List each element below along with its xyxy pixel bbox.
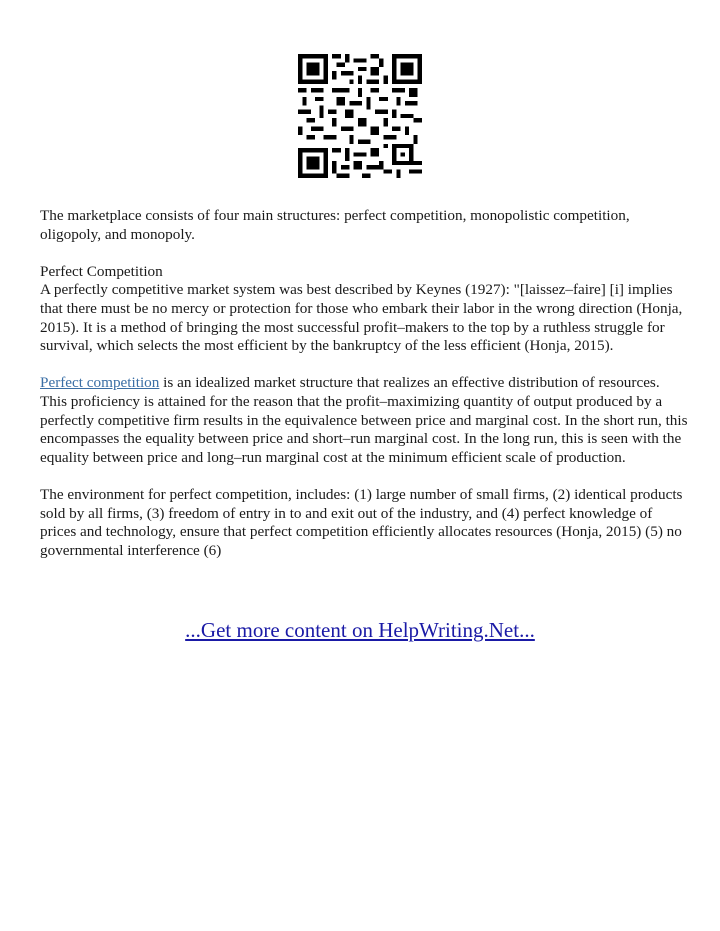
perfect-competition-link[interactable]: Perfect competition: [40, 374, 160, 392]
qr-code-icon: [298, 54, 422, 178]
environment-paragraph: The environment for perfect competition, includes: (1) large number of small firms, (2) identical products sold by all firms, (3) freedom of entry in to and exit out of the industry, and (4) perfect knowledge of prices and technology, ensure that perfect competition efficiently allocates resources (Honja, 2015) (5) no governmental interference (6): [40, 485, 683, 559]
definition-paragraph: [40, 374, 690, 467]
intro-paragraph: The marketplace consists of four main structures: perfect competition, monopolistic competition, oligopoly, and monopoly.: [40, 207, 630, 243]
document-body: [40, 207, 690, 579]
definition-text: is an idealized market structure that realizes an effective distribution of resources. This proficiency is attained for the reason that the profit–maximizing quantity of output produced by a perfectly competitive firm results in the equivalence between price and marginal cost. In the short run, this encompasses the equality between price and short–run marginal cost. In the long run, this is seen with the equality between price and long–run marginal cost at the minimum efficient scale of production.: [40, 374, 688, 466]
get-more-content-link[interactable]: ...Get more content on HelpWriting.Net...: [185, 618, 535, 642]
cta-container: [0, 617, 720, 643]
section-body-paragraph: A perfectly competitive market system was best described by Keynes (1927): "[laissez–faire] [i] implies that there must be no mercy or protection for those who embark their labor in the wrong direction (Honja, 2015). It is a method of bringing the most successful profit–makers to the top by a ruthless struggle for survival, which selects the most efficient by the bankruptcy of the less efficient (Honja, 2015).: [40, 281, 683, 355]
qr-code-graphic: [298, 54, 422, 178]
section-heading: Perfect Competition: [40, 262, 163, 280]
